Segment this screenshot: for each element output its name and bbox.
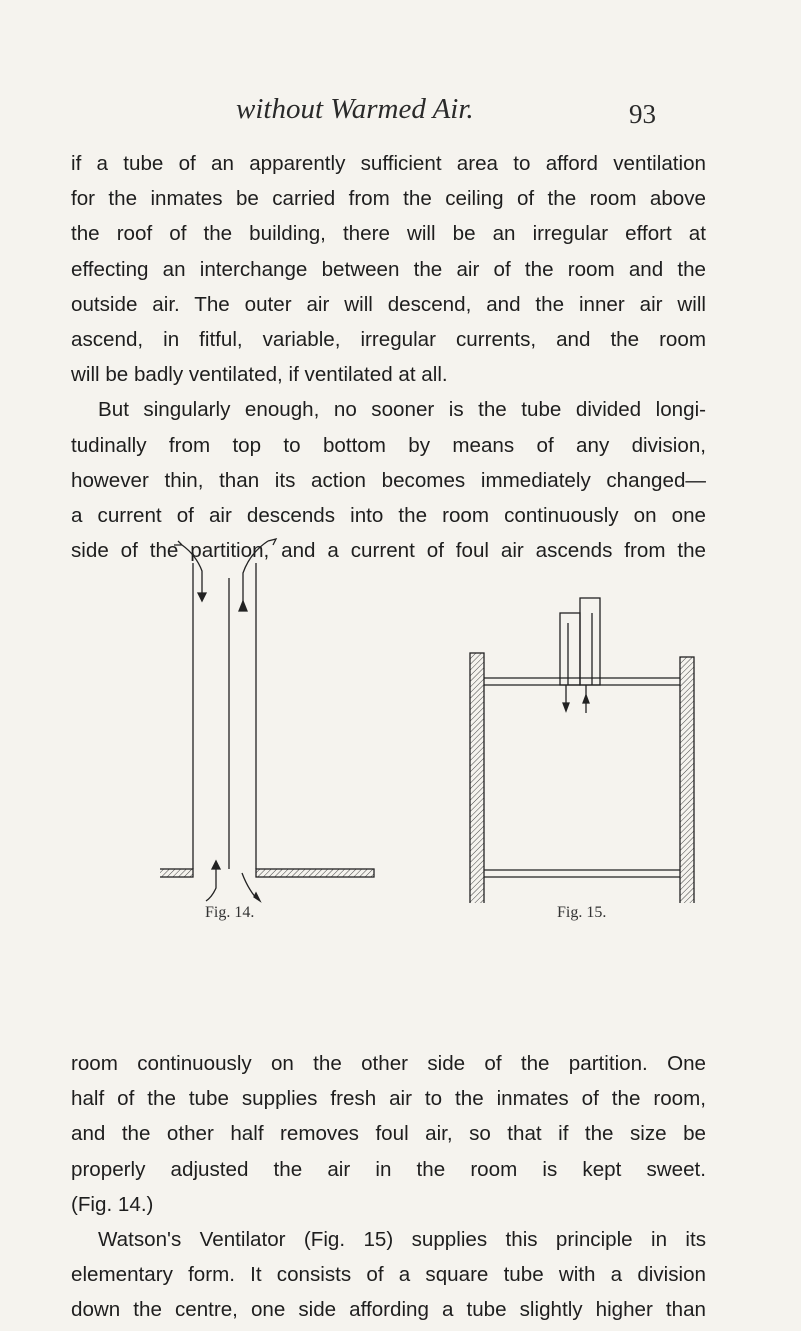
text-line: will be badly ventilated, if ventilated at all. bbox=[71, 363, 448, 387]
fig15-diagram bbox=[470, 598, 694, 903]
fig14-air-in-curve bbox=[182, 545, 202, 593]
text-line: effecting an interchange between the air of the room and the bbox=[71, 257, 706, 281]
fig14-caption: Fig. 14. bbox=[205, 904, 255, 921]
text-line: ascend, in fitful, variable, irregular currents, and the room bbox=[71, 327, 706, 351]
fig14-arrow-bottom-right bbox=[254, 893, 260, 901]
text-line: half of the tube supplies fresh air to the inmates of the room, bbox=[71, 1087, 706, 1111]
fig14-ceiling-left bbox=[160, 869, 193, 877]
text-line: if a tube of an apparently sufficient area to afford ventilation bbox=[71, 152, 706, 175]
figures-area bbox=[160, 533, 720, 953]
running-head: without Warmed Air. bbox=[236, 93, 474, 125]
text-line: But singularly enough, no sooner is the tube divided longi- bbox=[98, 398, 706, 422]
text-line: and the other half removes foul air, so that if the size be bbox=[71, 1122, 706, 1146]
fig14-arrow-head-top-right bbox=[268, 539, 276, 545]
figure-illustrations bbox=[160, 533, 720, 903]
body-text-bottom bbox=[71, 1046, 706, 1328]
fig14-arrow-down bbox=[198, 593, 206, 601]
text-line: the roof of the building, there will be an irregular effort at bbox=[71, 222, 706, 246]
text-line: tudinally from top to bottom by means of any division, bbox=[71, 433, 706, 457]
fig15-caption: Fig. 15. bbox=[557, 904, 607, 921]
page-number: 93 bbox=[629, 99, 656, 129]
text-line: a current of air descends into the room continuously on one bbox=[71, 503, 706, 527]
fig14-arrow-up-top bbox=[239, 601, 247, 611]
fig15-tube-right bbox=[580, 598, 600, 685]
text-line: room continuously on the other side of the partition. One bbox=[71, 1052, 706, 1075]
fig14-ceiling-right bbox=[256, 869, 374, 877]
text-line: for the inmates be carried from the ceiling of the room above bbox=[71, 187, 706, 211]
page-header bbox=[0, 93, 801, 133]
text-line: (Fig. 14.) bbox=[71, 1192, 154, 1216]
text-line: outside air. The outer air will descend, and the inner air will bbox=[71, 292, 706, 316]
fig14-arrow-bottom-up bbox=[212, 861, 220, 869]
text-line: however thin, than its action becomes immediately changed— bbox=[71, 468, 706, 492]
fig15-wall-left bbox=[470, 653, 484, 903]
text-line: properly adjusted the air in the room is kept sweet. bbox=[71, 1157, 706, 1181]
text-line: Watson's Ventilator (Fig. 15) supplies this principle in its bbox=[98, 1227, 706, 1251]
fig15-tube-left bbox=[560, 613, 580, 685]
text-line: elementary form. It consists of a square tube with a division bbox=[71, 1263, 706, 1287]
fig14-arrow-head-top-left bbox=[174, 541, 182, 545]
body-text-top bbox=[71, 146, 706, 568]
fig15-wall-right bbox=[680, 657, 694, 903]
fig14-diagram bbox=[160, 539, 374, 901]
text-line: side of the partition, and a current of foul air ascends from the bbox=[71, 539, 706, 563]
text-line: down the centre, one side affording a tube slightly higher than bbox=[71, 1298, 706, 1322]
fig14-air-in-bottom bbox=[206, 868, 216, 901]
